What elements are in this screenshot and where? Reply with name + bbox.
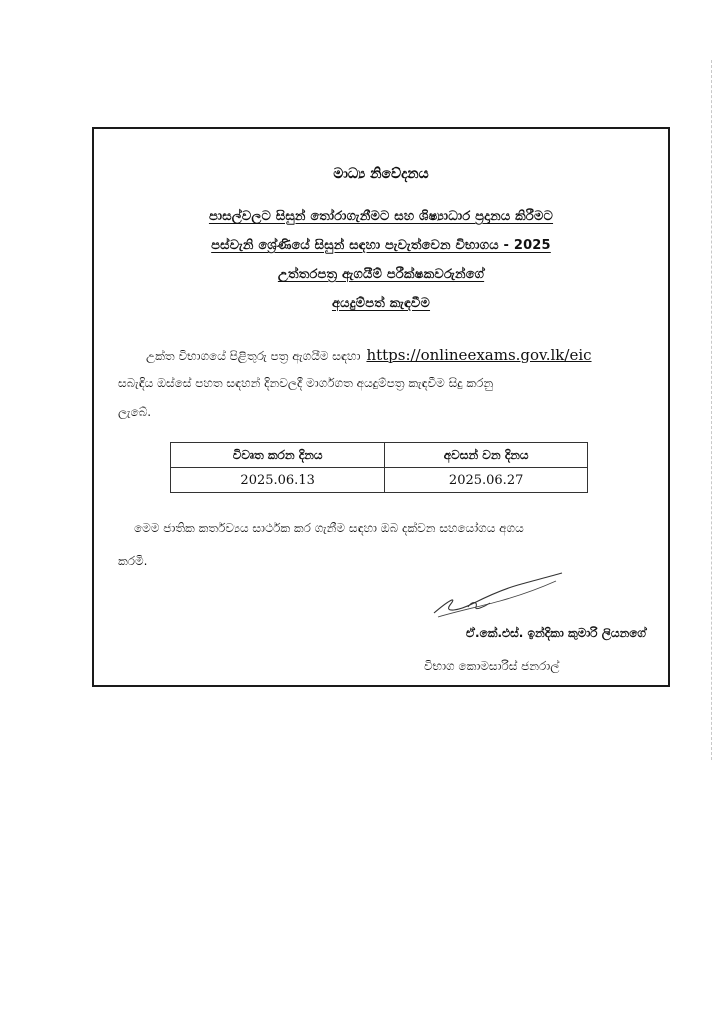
table-row bbox=[171, 468, 588, 493]
subtitle-line-1: පාසල්වලට සිසුන් තෝරාගැනීමට සහ ශිෂ්‍යාධාර ප්‍රදානය කිරීමට bbox=[208, 209, 554, 224]
header-closing-date: අවසන් වන දිනය bbox=[385, 443, 588, 468]
subtitle-line-4: අයදුම්පත් කැඳවීම bbox=[331, 296, 431, 311]
paragraph-1-line-2: සබැඳිය ඔස්සේ පහත සඳහන් දිනවලදී මාර්ගගත අයදුම්පත්‍ර කැඳවීම සිදු කරනු bbox=[118, 376, 494, 390]
notice-frame bbox=[92, 127, 670, 687]
paragraph-1-line-1: උක්ත විභාගයේ පිළිතුරු පත්‍ර ඇගයීම සඳහා https://onlineexams.gov.lk/eic bbox=[146, 346, 592, 364]
paragraph-2-line-1: මෙම ජාතික කර්තව්‍යය සාර්ථක කර ගැනීම සඳහා ඔබ දක්වන සහයෝගය අගය bbox=[134, 521, 524, 535]
subtitle-line-3: උත්තරපත්‍ර ඇගයීම් පරීක්ෂකවරුන්ගේ bbox=[277, 267, 485, 282]
header-opening-date: විවෘත කරන දිනය bbox=[171, 443, 385, 468]
paragraph-1-line-3: ලැබේ. bbox=[118, 405, 152, 419]
application-link[interactable]: https://onlineexams.gov.lk/eic bbox=[366, 346, 592, 364]
signatory-name: ඒ.කේ.එස්. ඉන්දිකා කුමාරි ලියනගේ bbox=[466, 626, 646, 640]
dates-table bbox=[170, 442, 588, 493]
opening-date: 2025.06.13 bbox=[171, 468, 385, 493]
notice-title: මාධ්‍ය නිවේදනය bbox=[333, 166, 429, 182]
scan-edge-line bbox=[711, 60, 712, 760]
handwritten-signature bbox=[428, 571, 568, 621]
closing-date: 2025.06.27 bbox=[385, 468, 588, 493]
signatory-title: විභාග කොමසාරිස් ජනරාල් bbox=[424, 659, 560, 673]
paragraph-2-line-2: කරමි. bbox=[118, 554, 148, 568]
subtitle-line-2: පස්වැනි ශ්‍රේණියේ සිසුන් සඳහා පැවැත්වෙන විභාගය - 2025 bbox=[211, 238, 551, 253]
